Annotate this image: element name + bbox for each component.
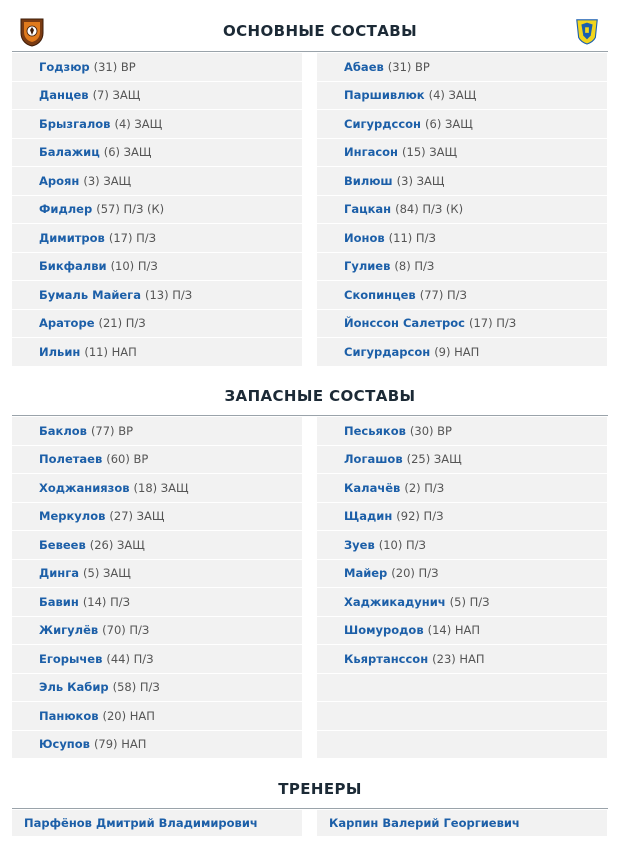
player-info: (17) П/З	[108, 230, 157, 245]
player-name[interactable]: Юсупов	[39, 737, 90, 752]
player-name[interactable]: Балажиц	[39, 145, 100, 160]
player-row[interactable]	[12, 702, 302, 730]
away-main-lineup	[317, 53, 607, 367]
player-name[interactable]: Щадин	[344, 509, 393, 524]
player-row[interactable]	[317, 196, 607, 224]
player-name[interactable]: Ильин	[39, 344, 81, 359]
player-info: (5) ЗАЩ	[83, 566, 131, 581]
section-divider	[12, 51, 608, 52]
player-info: (6) ЗАЩ	[103, 145, 152, 160]
player-row[interactable]	[12, 338, 302, 366]
player-info: (26) ЗАЩ	[89, 537, 145, 552]
player-info: (25) ЗАЩ	[406, 452, 462, 467]
player-name[interactable]: Скопинцев	[344, 287, 416, 302]
player-row[interactable]	[12, 310, 302, 338]
player-name[interactable]: Песьяков	[344, 423, 406, 438]
player-row[interactable]	[12, 139, 302, 167]
player-name[interactable]: Данцев	[39, 88, 89, 103]
player-row[interactable]	[317, 82, 607, 110]
player-info: (17) П/З	[469, 316, 517, 331]
player-info: (5) П/З	[449, 594, 490, 609]
player-name[interactable]: Димитров	[39, 230, 105, 245]
player-info: (30) ВР	[409, 423, 452, 438]
player-row[interactable]	[317, 588, 607, 616]
player-name[interactable]: Гацкан	[344, 202, 392, 217]
player-name[interactable]: Ходжаниязов	[39, 480, 130, 495]
player-row[interactable]	[12, 110, 302, 138]
player-name[interactable]: Ароян	[39, 173, 80, 188]
player-info: (2) П/З	[404, 480, 445, 495]
player-name[interactable]: Бавин	[39, 594, 79, 609]
player-info: (84) П/З (К)	[395, 202, 464, 217]
player-info: (4) ЗАЩ	[114, 116, 163, 131]
player-name[interactable]: Егорычев	[39, 651, 103, 666]
home-coach[interactable]: Парфёнов Дмитрий Владимирович	[12, 810, 302, 836]
player-info: (79) НАП	[93, 737, 147, 752]
player-info: (20) НАП	[102, 708, 155, 723]
player-info: (44) П/З	[106, 651, 154, 666]
player-row[interactable]	[12, 474, 302, 502]
player-row[interactable]	[317, 224, 607, 252]
player-info: (18) ЗАЩ	[133, 480, 189, 495]
home-main-lineup	[12, 53, 302, 367]
player-row[interactable]	[317, 617, 607, 645]
player-row[interactable]	[317, 167, 607, 195]
player-name[interactable]: Динга	[39, 566, 80, 581]
player-row[interactable]	[317, 53, 607, 81]
player-name[interactable]: Брызгалов	[39, 116, 111, 131]
player-row[interactable]	[12, 503, 302, 531]
player-row[interactable]	[12, 82, 302, 110]
player-row[interactable]	[12, 560, 302, 588]
player-info: (92) П/З	[396, 509, 444, 524]
player-info: (77) ВР	[90, 423, 134, 438]
player-name[interactable]: Зуев	[344, 537, 375, 552]
player-row[interactable]	[317, 417, 607, 445]
player-row[interactable]	[12, 224, 302, 252]
player-info: (27) ЗАЩ	[109, 509, 165, 524]
player-name[interactable]: Паршивлюк	[344, 88, 425, 103]
player-name[interactable]: Ионов	[344, 230, 385, 245]
player-row[interactable]	[12, 167, 302, 195]
player-name[interactable]: Калачёв	[344, 480, 401, 495]
player-name[interactable]: Эль Кабир	[39, 680, 109, 695]
player-info: (6) ЗАЩ	[425, 116, 473, 131]
player-info: (3) ЗАЩ	[83, 173, 132, 188]
player-info: (23) НАП	[432, 651, 485, 666]
player-info: (9) НАП	[434, 344, 480, 359]
player-row[interactable]	[12, 531, 302, 559]
player-info: (58) П/З	[112, 680, 160, 695]
player-name[interactable]: Хаджикадунич	[344, 594, 446, 609]
player-name[interactable]: Логашов	[344, 452, 403, 467]
player-row[interactable]	[12, 446, 302, 474]
player-row[interactable]	[317, 531, 607, 559]
player-name[interactable]: Баклов	[39, 423, 87, 438]
player-info: (57) П/З (К)	[96, 202, 165, 217]
player-name[interactable]: Бевеев	[39, 537, 86, 552]
player-row[interactable]	[317, 338, 607, 366]
player-row[interactable]	[12, 253, 302, 281]
player-name[interactable]: Гулиев	[344, 259, 391, 274]
player-row[interactable]	[12, 417, 302, 445]
player-name[interactable]: Годзюр	[39, 59, 90, 74]
player-name[interactable]: Кьяртанссон	[344, 651, 429, 666]
player-row[interactable]	[317, 253, 607, 281]
player-row[interactable]	[12, 674, 302, 702]
player-info: (14) НАП	[427, 623, 481, 638]
player-info: (13) П/З	[144, 287, 193, 302]
player-row[interactable]	[317, 110, 607, 138]
player-info: (11) П/З	[388, 230, 436, 245]
player-info: (77) П/З	[419, 287, 467, 302]
empty-row	[317, 702, 607, 730]
player-row[interactable]	[12, 53, 302, 81]
player-row[interactable]	[317, 474, 607, 502]
player-info: (21) П/З	[98, 316, 146, 331]
player-row[interactable]	[12, 617, 302, 645]
away-coach[interactable]: Карпин Валерий Георгиевич	[317, 810, 607, 836]
player-name[interactable]: Бумаль Майега	[39, 287, 141, 302]
player-name[interactable]: Араторе	[39, 316, 95, 331]
empty-row	[317, 674, 607, 702]
player-info: (20) П/З	[391, 566, 439, 581]
section-divider	[12, 808, 608, 809]
player-row[interactable]	[317, 560, 607, 588]
player-row[interactable]	[12, 281, 302, 309]
player-row[interactable]	[317, 139, 607, 167]
player-name[interactable]: Майер	[344, 566, 388, 581]
player-info: (31) ВР	[387, 59, 430, 74]
player-row[interactable]	[12, 588, 302, 616]
away-subs-lineup	[317, 417, 607, 759]
player-name[interactable]: Фидлер	[39, 202, 93, 217]
player-name[interactable]: Бикфалви	[39, 259, 107, 274]
player-name[interactable]: Панюков	[39, 708, 99, 723]
player-row[interactable]	[317, 645, 607, 673]
home-subs-lineup	[12, 417, 302, 759]
player-info: (4) ЗАЩ	[428, 88, 477, 103]
empty-row	[317, 731, 607, 759]
player-name[interactable]: Меркулов	[39, 509, 106, 524]
player-name[interactable]: Жигулёв	[39, 623, 99, 638]
player-info: (60) ВР	[106, 452, 149, 467]
player-row[interactable]	[12, 645, 302, 673]
player-row[interactable]	[12, 196, 302, 224]
player-info: (3) ЗАЩ	[396, 173, 445, 188]
player-info: (31) ВР	[93, 59, 136, 74]
player-info: (10) П/З	[378, 537, 426, 552]
section-divider	[12, 415, 608, 416]
player-name[interactable]: Йонссон Салетрос	[344, 316, 465, 331]
player-info: (8) П/З	[394, 259, 435, 274]
player-row[interactable]	[317, 446, 607, 474]
player-name[interactable]: Полетаев	[39, 452, 103, 467]
player-name[interactable]: Шомуродов	[344, 623, 424, 638]
player-info: (70) П/З	[102, 623, 150, 638]
player-row[interactable]	[317, 503, 607, 531]
player-info: (14) П/З	[82, 594, 130, 609]
player-row[interactable]	[317, 310, 607, 338]
player-info: (7) ЗАЩ	[92, 88, 141, 103]
player-info: (10) П/З	[110, 259, 158, 274]
coaches-title: ТРЕНЕРЫ	[278, 780, 362, 798]
player-name[interactable]: Абаев	[344, 59, 384, 74]
player-name[interactable]: Ингасон	[344, 145, 399, 160]
player-info: (11) НАП	[84, 344, 137, 359]
player-row[interactable]	[317, 281, 607, 309]
player-name[interactable]: Сигурдссон	[344, 116, 422, 131]
player-name[interactable]: Сигурдарсон	[344, 344, 431, 359]
main-lineups-title: ОСНОВНЫЕ СОСТАВЫ	[222, 22, 418, 40]
player-name[interactable]: Вилюш	[344, 173, 393, 188]
player-info: (15) ЗАЩ	[402, 145, 458, 160]
subs-lineups-title: ЗАПАСНЫЕ СОСТАВЫ	[224, 387, 416, 405]
player-row[interactable]	[12, 731, 302, 759]
